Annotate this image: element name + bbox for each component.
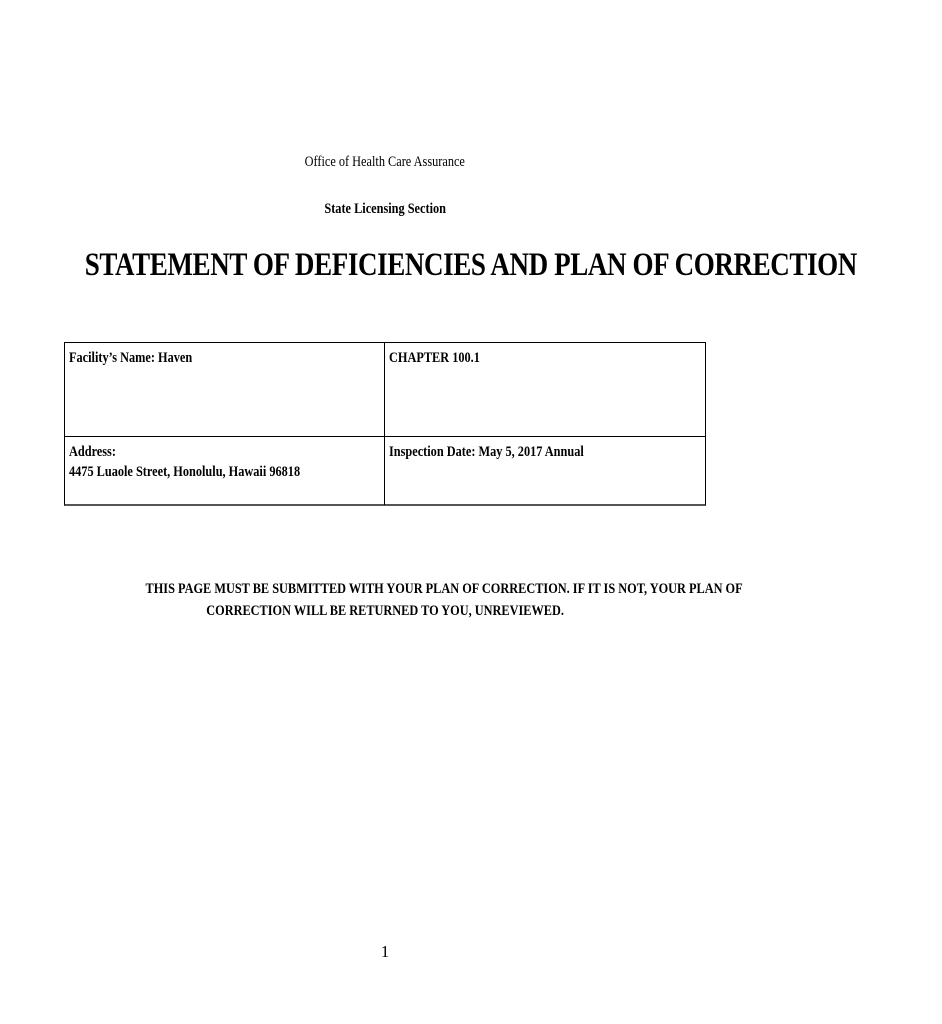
document-title bbox=[0, 247, 857, 284]
address-value: 4475 Luaole Street, Honolulu, Hawaii 96818 bbox=[69, 464, 301, 480]
chapter-cell bbox=[385, 343, 705, 437]
submission-notice-line-2 bbox=[80, 600, 690, 622]
chapter-label: CHAPTER 100.1 bbox=[389, 350, 480, 366]
submission-notice-line-1 bbox=[80, 578, 743, 600]
submission-notice-text-1: THIS PAGE MUST BE SUBMITTED WITH YOUR PLAN OF CORRECTION. IF IT IS NOT, YOUR PLAN OF bbox=[145, 581, 743, 597]
office-name-text: Office of Health Care Assurance bbox=[304, 154, 466, 170]
facility-name: Facility’s Name: Haven bbox=[69, 350, 193, 366]
office-name bbox=[0, 154, 770, 171]
section-name bbox=[0, 201, 770, 218]
inspection-date-cell bbox=[385, 437, 705, 505]
section-name-text: State Licensing Section bbox=[324, 201, 446, 217]
submission-notice-text-2: CORRECTION WILL BE RETURNED TO YOU, UNREVIEWED. bbox=[206, 603, 564, 619]
facility-info-table bbox=[64, 342, 706, 506]
facility-name-cell bbox=[65, 343, 385, 437]
address-cell bbox=[65, 437, 385, 505]
address-label: Address: bbox=[69, 444, 116, 460]
inspection-date: Inspection Date: May 5, 2017 Annual bbox=[389, 444, 584, 460]
page-number: 1 bbox=[380, 942, 390, 961]
document-title-text: STATEMENT OF DEFICIENCIES AND PLAN OF CORRECTION bbox=[84, 247, 857, 283]
